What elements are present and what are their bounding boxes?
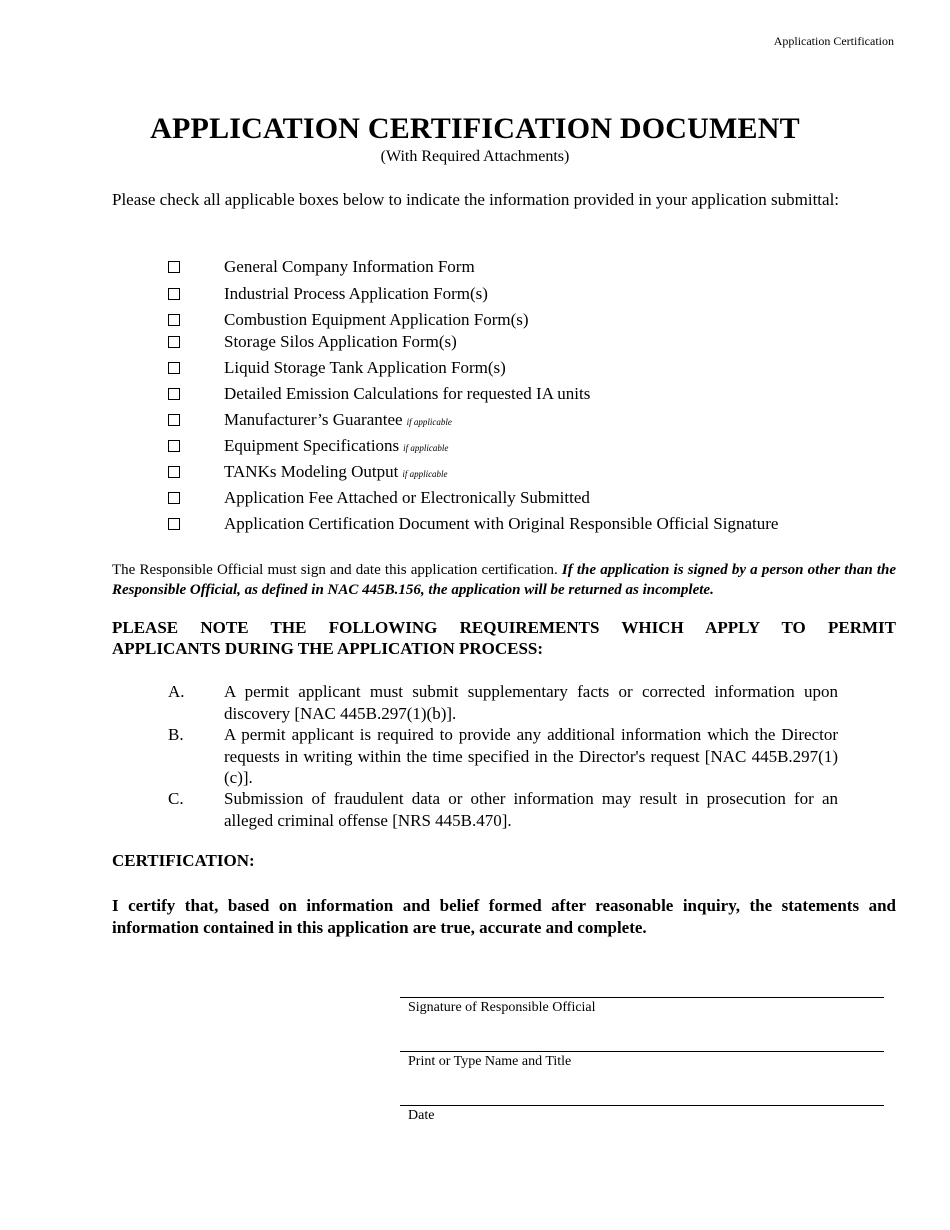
- requirements-heading-line2: APPLICANTS DURING THE APPLICATION PROCESS:: [112, 639, 544, 658]
- certification-heading: CERTIFICATION:: [112, 851, 255, 870]
- checkbox[interactable]: [168, 362, 180, 374]
- responsible-official-note-text: The Responsible Official must sign and date this application certification.: [112, 562, 558, 578]
- document-subtitle: (With Required Attachments): [380, 148, 570, 165]
- checklist-item-label: Equipment Specifications: [224, 436, 400, 455]
- checklist-item-label: General Company Information Form: [224, 257, 475, 276]
- running-header: Application Certification: [773, 34, 894, 48]
- checklist-item-label: Manufacturer’s Guarantee: [224, 410, 403, 429]
- checklist-item-label: Liquid Storage Tank Application Form(s): [224, 358, 506, 377]
- if-applicable-note: if applicable: [402, 469, 448, 479]
- responsible-official-note: [112, 560, 896, 600]
- name-title-field[interactable]: [400, 1051, 884, 1070]
- checkbox[interactable]: [168, 492, 180, 504]
- responsible-official-warning: If the application is signed by a person other than the Responsible Official, as defined in NAC 445B.156, the application will be returned as incomplete.: [112, 562, 896, 598]
- checkbox[interactable]: [168, 440, 180, 452]
- requirement-letter: B.: [168, 725, 184, 744]
- signature-field[interactable]: [400, 997, 884, 1016]
- checklist-item-label: Industrial Process Application Form(s): [224, 284, 488, 303]
- signature-line[interactable]: [400, 997, 884, 998]
- requirement-text: A permit applicant is required to provide any additional information which the Director requests in writing within the time specified in the Director's request [NAC 445B.297(1)(c)].: [224, 725, 838, 787]
- checkbox[interactable]: [168, 388, 180, 400]
- checkbox[interactable]: [168, 314, 180, 326]
- date-caption: Date: [408, 1108, 435, 1123]
- checklist-item-label: TANKs Modeling Output: [224, 462, 399, 481]
- checkbox[interactable]: [168, 261, 180, 273]
- checklist-item-label: Detailed Emission Calculations for requested IA units: [224, 384, 591, 403]
- requirements-heading-line1: PLEASE NOTE THE FOLLOWING REQUIREMENTS WHICH APPLY TO PERMIT: [112, 618, 896, 637]
- signature-caption: Signature of Responsible Official: [408, 1000, 596, 1015]
- requirement-letter: A.: [168, 682, 185, 701]
- if-applicable-note: if applicable: [403, 443, 449, 453]
- date-line[interactable]: [400, 1105, 884, 1106]
- checklist-item-label: Combustion Equipment Application Form(s): [224, 310, 529, 329]
- date-field[interactable]: [400, 1105, 884, 1124]
- requirement-text: A permit applicant must submit supplementary facts or corrected information upon discovery [NAC 445B.297(1)(b)].: [224, 682, 838, 723]
- checkbox[interactable]: [168, 518, 180, 530]
- name-title-caption: Print or Type Name and Title: [408, 1054, 572, 1069]
- if-applicable-note: if applicable: [406, 417, 452, 427]
- name-title-line[interactable]: [400, 1051, 884, 1052]
- checkbox[interactable]: [168, 288, 180, 300]
- requirement-letter: C.: [168, 789, 184, 808]
- checklist-item-label: Application Fee Attached or Electronically Submitted: [224, 488, 590, 507]
- checklist-item-label: Storage Silos Application Form(s): [224, 332, 457, 351]
- instructions-paragraph: Please check all applicable boxes below to indicate the information provided in your application submittal:: [112, 190, 840, 209]
- checkbox[interactable]: [168, 336, 180, 348]
- requirements-heading: [112, 617, 896, 659]
- checklist-item-label: Application Certification Document with Original Responsible Official Signature: [224, 514, 779, 533]
- checkbox[interactable]: [168, 466, 180, 478]
- requirement-text: Submission of fraudulent data or other information may result in prosecution for an alleged criminal offense [NRS 445B.470].: [224, 789, 838, 830]
- checkbox[interactable]: [168, 414, 180, 426]
- certification-statement: I certify that, based on information and belief formed after reasonable inquiry, the statements and information contained in this application are true, accurate and complete.: [112, 896, 896, 937]
- document-title: APPLICATION CERTIFICATION DOCUMENT: [150, 112, 800, 145]
